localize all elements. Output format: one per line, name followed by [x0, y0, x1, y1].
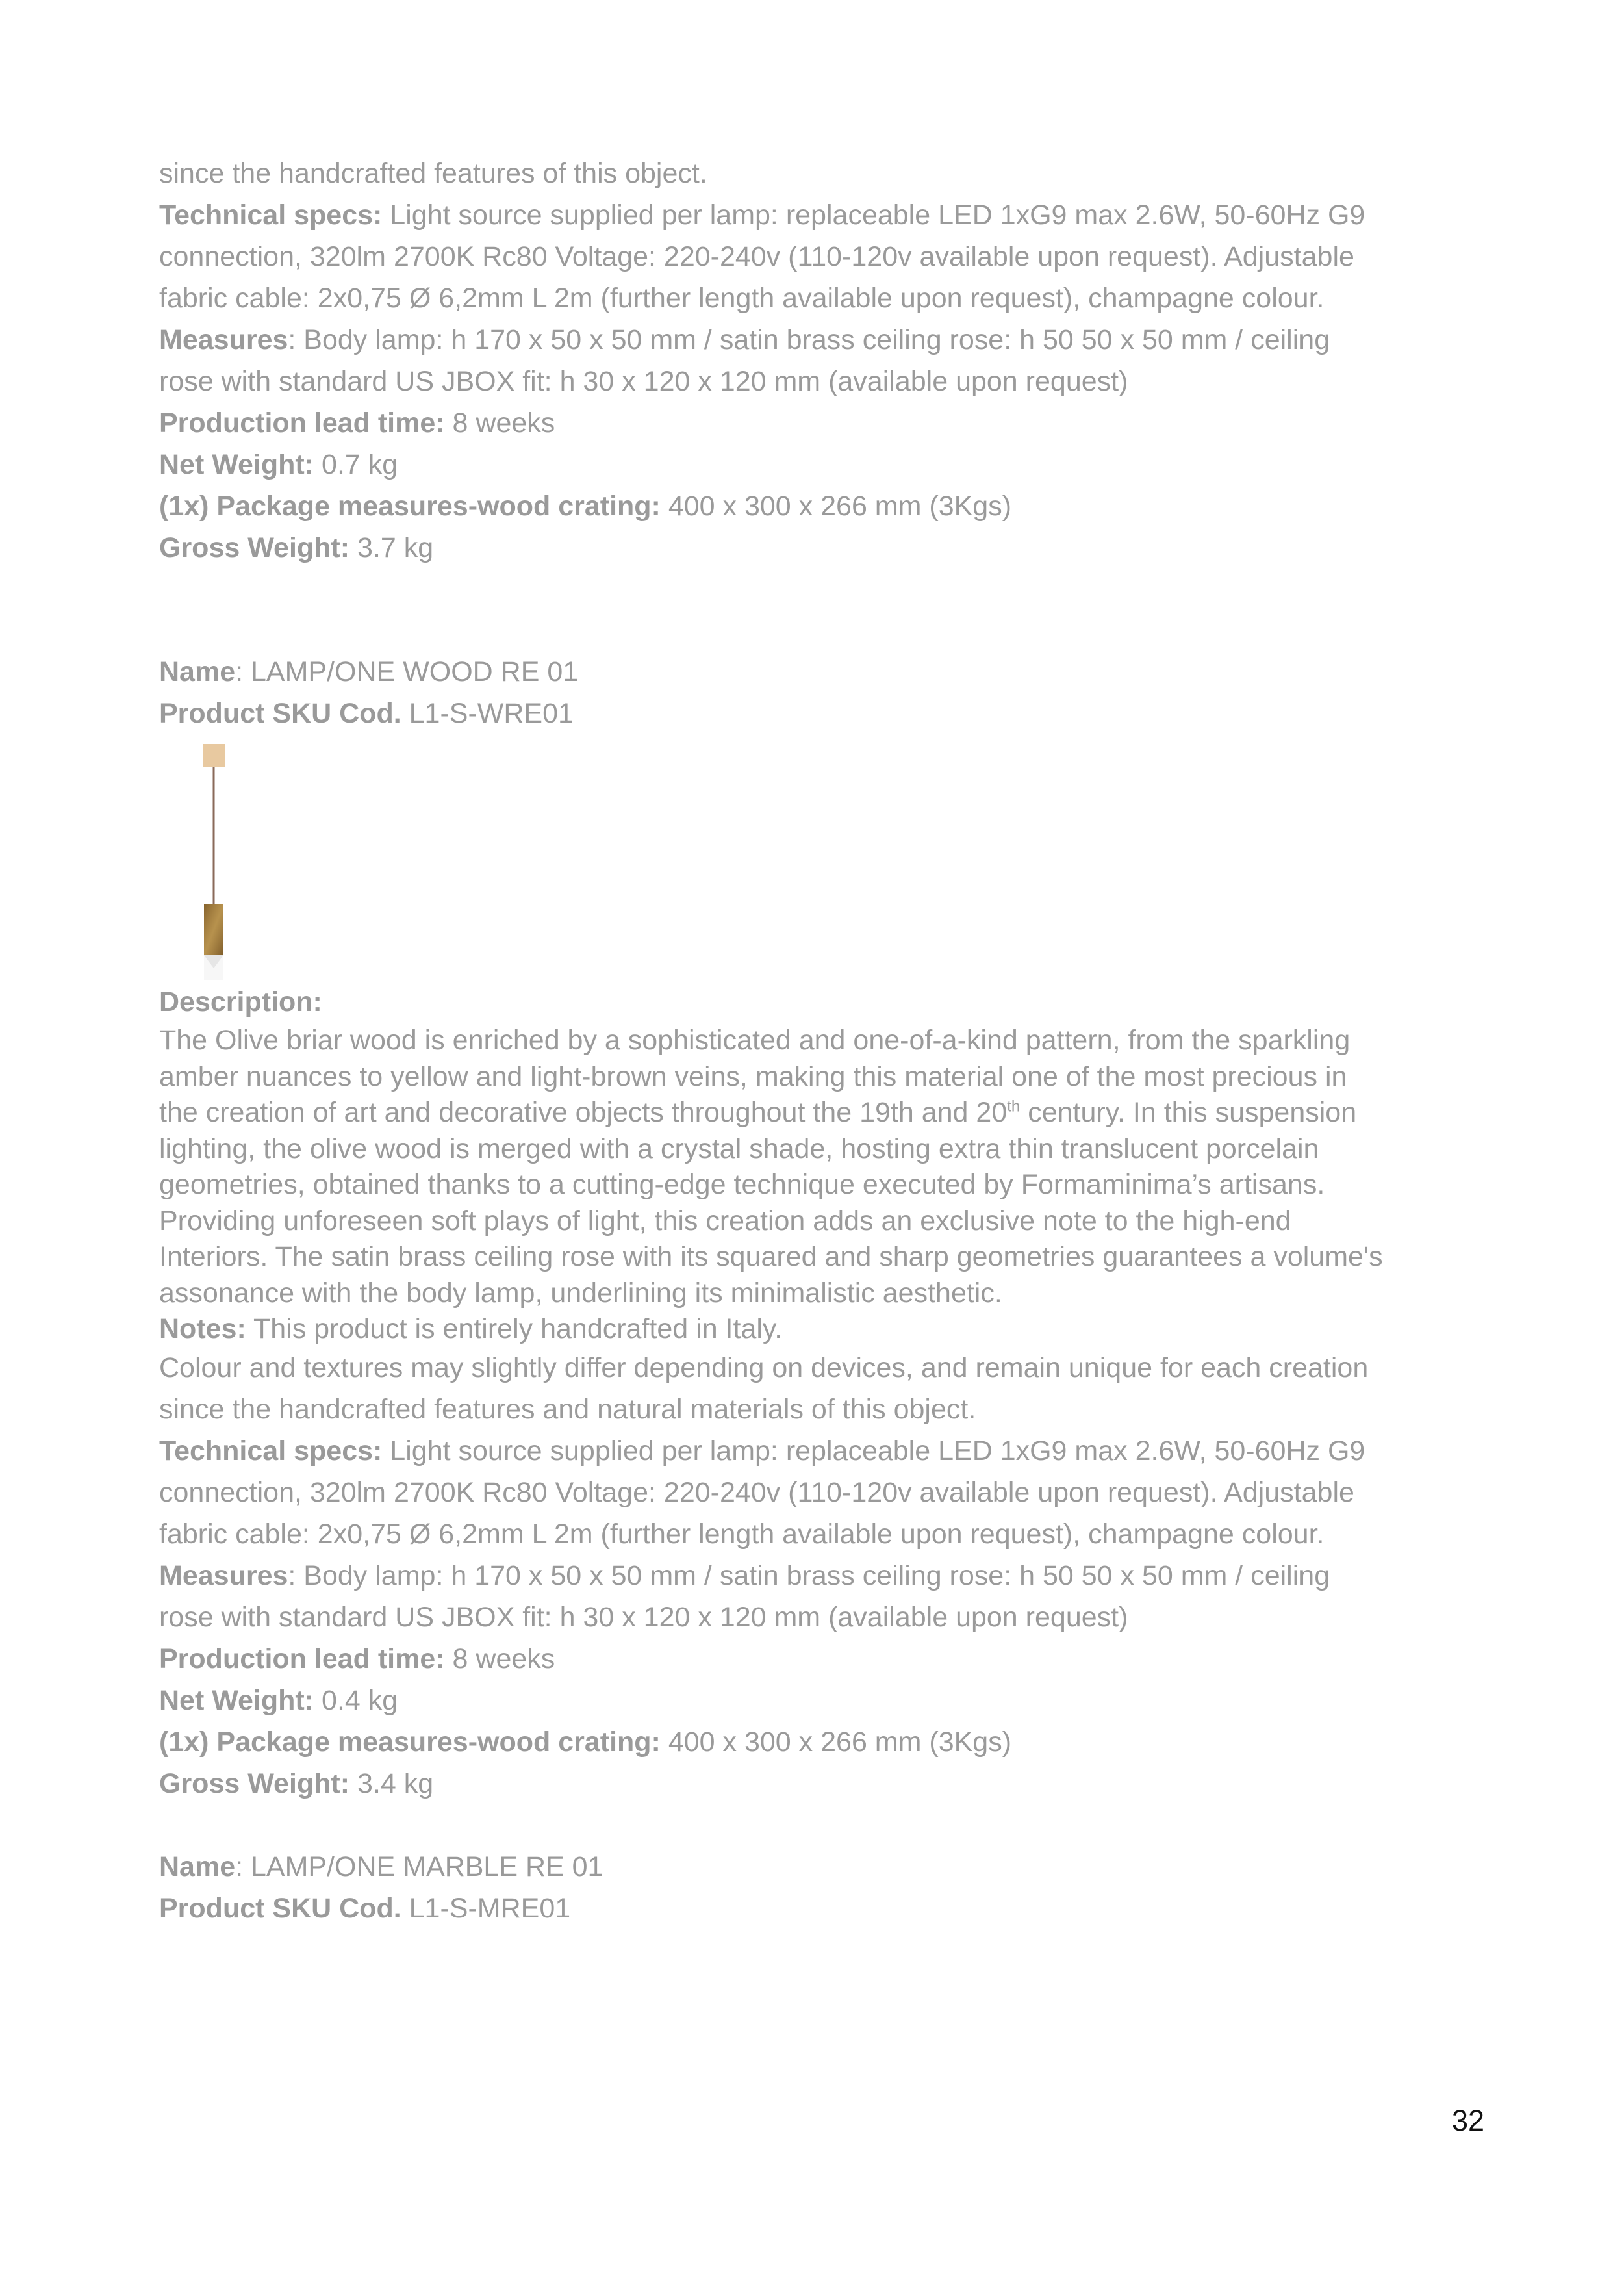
spec-line: since the handcrafted features of this object. — [159, 158, 707, 189]
spec-line: connection, 320lm 2700K Rc80 Voltage: 220-240v (110-120v available upon request). Adjustable — [159, 1477, 1354, 1508]
spec-line: Technical specs: Light source supplied per lamp: replaceable LED 1xG9 max 2.6W, 50-60Hz G9 — [159, 1435, 1365, 1467]
product-sku: Product SKU Cod. L1-S-MRE01 — [159, 1893, 571, 1924]
ceiling-rose — [203, 744, 225, 767]
product-name: Name: LAMP/ONE WOOD RE 01 — [159, 656, 579, 687]
wood-spec-block — [159, 1347, 1484, 1804]
spec-line: Net Weight: 0.7 kg — [159, 449, 398, 480]
page-number: 32 — [1451, 2104, 1484, 2137]
product-sku: Product SKU Cod. L1-S-WRE01 — [159, 698, 574, 729]
spec-line: (1x) Package measures-wood crating: 400 x 300 x 266 mm (3Kgs) — [159, 491, 1012, 522]
notes: Notes: This product is entirely handcrafted in Italy. — [159, 1313, 783, 1344]
spec-line: rose with standard US JBOX fit: h 30 x 120 x 120 mm (available upon request) — [159, 1602, 1128, 1633]
product-wood — [159, 651, 1484, 1804]
spec-line: Gross Weight: 3.7 kg — [159, 532, 434, 563]
spec-line: fabric cable: 2x0,75 Ø 6,2mm L 2m (further length available upon request), champagne colour. — [159, 283, 1325, 314]
top-spec-block — [159, 153, 1484, 569]
spec-line: Measures: Body lamp: h 170 x 50 x 50 mm / satin brass ceiling rose: h 50 50 x 50 mm / ceiling — [159, 324, 1330, 355]
document-page — [159, 153, 1484, 1929]
spec-line: Measures: Body lamp: h 170 x 50 x 50 mm / satin brass ceiling rose: h 50 50 x 50 mm / ceiling — [159, 1560, 1330, 1591]
spec-line: connection, 320lm 2700K Rc80 Voltage: 220-240v (110-120v available upon request). Adjustable — [159, 241, 1354, 272]
spec-line: rose with standard US JBOX fit: h 30 x 120 x 120 mm (available upon request) — [159, 366, 1128, 397]
spec-line: since the handcrafted features and natural materials of this object. — [159, 1394, 976, 1425]
lamp-image — [159, 734, 1484, 981]
spec-line: Production lead time: 8 weeks — [159, 407, 555, 439]
product-name: Name: LAMP/ONE MARBLE RE 01 — [159, 1851, 603, 1882]
spec-line: Production lead time: 8 weeks — [159, 1643, 555, 1674]
spec-line: Gross Weight: 3.4 kg — [159, 1768, 434, 1799]
spec-line: fabric cable: 2x0,75 Ø 6,2mm L 2m (further length available upon request), champagne colour. — [159, 1519, 1325, 1550]
spec-line: Colour and textures may slightly differ depending on devices, and remain unique for each creation — [159, 1352, 1369, 1383]
spec-line: Net Weight: 0.4 kg — [159, 1685, 398, 1716]
spec-line: (1x) Package measures-wood crating: 400 x 300 x 266 mm (3Kgs) — [159, 1726, 1012, 1758]
description-body: The Olive briar wood is enriched by a sophisticated and one-of-a-kind pattern, from the sparkling amber nuances to yellow and light-brown veins, making this material one of the most precious in the creation of art and decorative objects throughout the 19th and 20th century. In this suspension lighting, the olive wood is merged with a crystal shade, hosting extra thin translucent porcelain geometries, obtained thanks to a cutting-edge technique executed by Formaminima’s artisans. Providing unforeseen soft plays of light, this creation adds an exclusive note to the high-end Interiors. The satin brass ceiling rose with its squared and sharp geometries guarantees a volume's assonance with the body lamp, underlining its minimalistic aesthetic. — [159, 1025, 1383, 1309]
description-heading: Description: — [159, 986, 322, 1018]
spec-line: Technical specs: Light source supplied per lamp: replaceable LED 1xG9 max 2.6W, 50-60Hz G9 — [159, 199, 1365, 231]
product-marble — [159, 1846, 1484, 1929]
